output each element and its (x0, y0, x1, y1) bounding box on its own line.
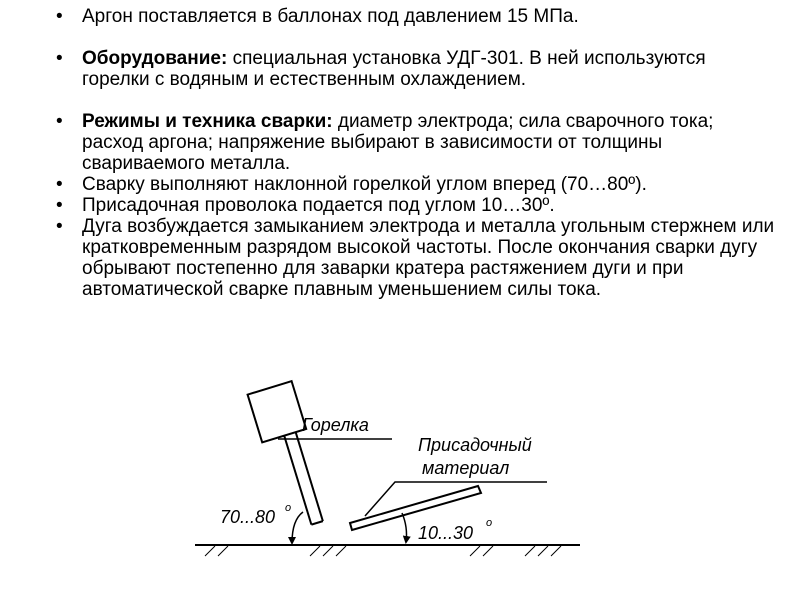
filler-label-line1: Присадочный (418, 435, 532, 455)
torch-angle-label: 70...80 (220, 507, 276, 527)
bullet-bold: Режимы и техника сварки: (82, 111, 333, 132)
torch-angle-degree: o (285, 502, 292, 514)
bullet-bold: Оборудование: (82, 48, 228, 69)
filler-label-line2: материал (422, 458, 510, 478)
torch-angle-arc (292, 512, 303, 543)
filler-angle-label: 10...30 (418, 523, 474, 543)
bullet-text: Дуга возбуждается замыканием электрода и металла угольным стержнем или кратковременным разрядом высокой частоты. После окончания сварки дугу обрывают постепенно для заварки кратера растяжением дуги и при автоматической сварке плавным уменьшением силы тока. (82, 216, 775, 300)
bullet-text: диаметр электрода; сила сварочного тока; расход аргона; напряжение выбирают в зависимости от толщины свариваемого металла. (82, 111, 714, 174)
bullet-text: Присадочная проволока подается под углом 10…30º. (82, 195, 555, 216)
base-metal (195, 545, 580, 556)
filler-angle-degree: o (486, 517, 493, 529)
torch-label: Горелка (302, 415, 369, 435)
bullet-text: специальная установка УДГ-301. В ней используются горелки с водяным и естественным охлаждением. (82, 48, 706, 90)
bullet-text: Сварку выполняют наклонной горелкой углом вперед (70…80º). (82, 174, 647, 195)
bullet-text: Аргон поставляется в баллонах под давлением 15 МПа. (82, 6, 579, 27)
filler-angle-arc (402, 513, 407, 542)
